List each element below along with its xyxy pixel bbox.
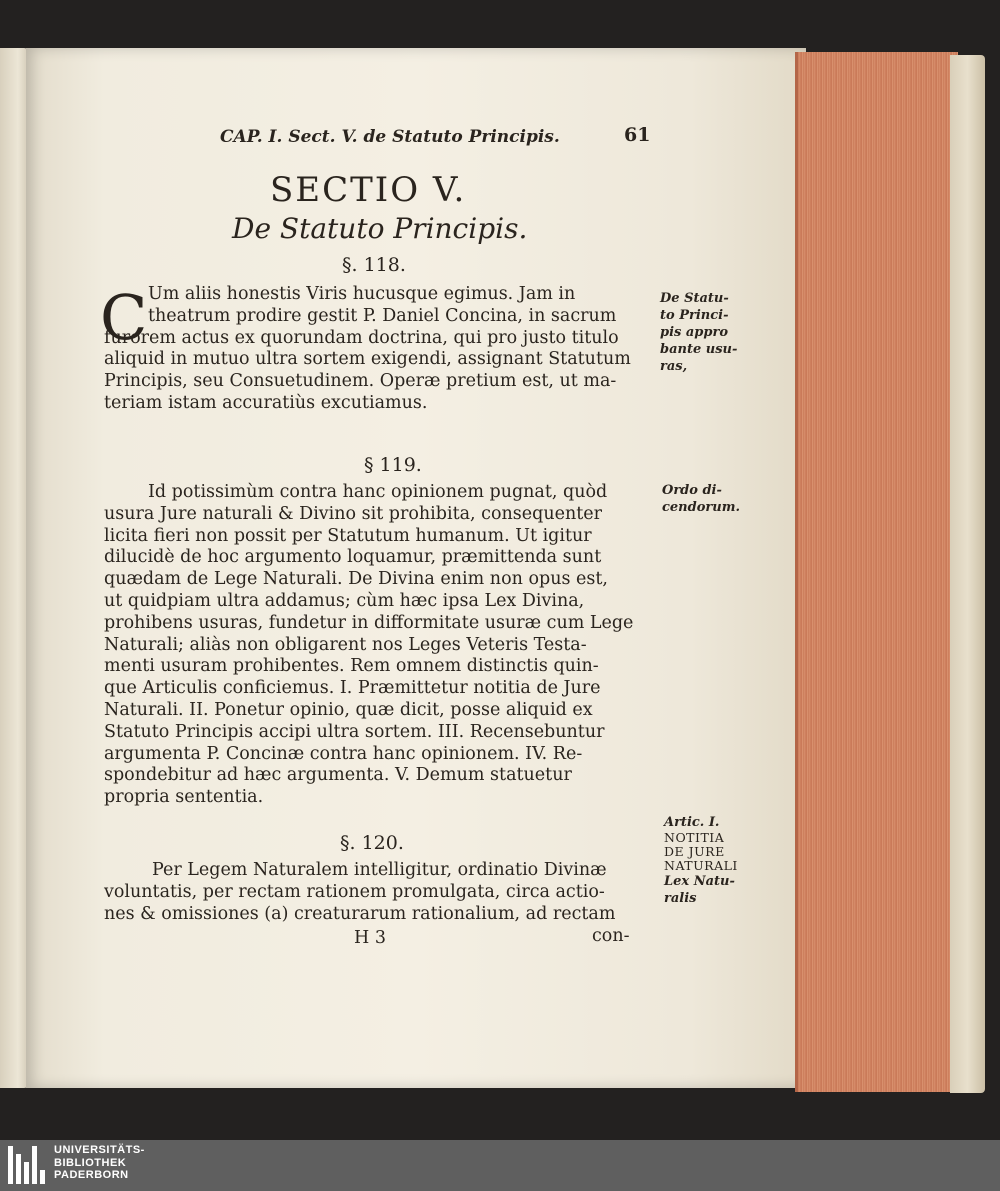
logo-line: PADERBORN [54, 1169, 129, 1181]
book-cover-board [950, 55, 985, 1093]
margin-caps-line: NOTITIA [664, 830, 725, 845]
margin-line: ras, [660, 359, 688, 374]
paragraph-120-text [104, 860, 615, 925]
text-line: dilucidè de hoc argumento loquamur, præmittenda sunt [104, 547, 602, 568]
margin-line: bante usu- [660, 342, 738, 357]
paragraph-119-text [104, 482, 633, 809]
text-line: argumenta P. Concinæ contra hanc opinionem. IV. Re- [104, 743, 583, 764]
text-line: ut quidpiam ultra addamus; cùm hæc ipsa Lex Divina, [104, 590, 585, 611]
drop-cap: C [100, 281, 148, 354]
signature-mark: H 3 [354, 928, 386, 948]
text-line: que Articulis conficiemus. I. Præmittetur notitia de Jure [104, 678, 601, 699]
margin-line: De Statu- [660, 291, 729, 306]
text-line: prohibens usuras, fundetur in difformitate usuræ cum Lege [104, 612, 634, 633]
text-line: Naturali; aliàs non obligarent nos Leges Veteris Testa- [104, 634, 587, 655]
text-line: nes & omissiones (a) creaturarum rationalium, ad rectam [104, 903, 616, 924]
text-line: licita fieri non possit per Statutum humanum. Ut igitur [104, 525, 592, 546]
text-line: propria sententia. [104, 787, 264, 808]
text-line: usura Jure naturali & Divino sit prohibita, consequenter [104, 503, 602, 524]
margin-article: Artic. I. [664, 815, 720, 830]
library-logo-icon [8, 1146, 44, 1184]
paragraph-number-119: § 119. [364, 454, 422, 476]
library-logo-text [54, 1144, 145, 1182]
text-line: quædam de Lege Naturali. De Divina enim non opus est, [104, 569, 608, 590]
section-title: SECTIO V. [270, 170, 467, 210]
section-subtitle: De Statuto Principis. [232, 212, 528, 245]
margin-line: cendorum. [662, 500, 740, 515]
paragraph-118-text [148, 284, 616, 328]
page-edges [795, 52, 958, 1092]
margin-caps-line: DE JURE [664, 844, 725, 859]
margin-line: to Princi- [660, 308, 729, 323]
margin-line: ralis [664, 891, 697, 906]
text-line: voluntatis, per rectam rationem promulgata, circa actio- [104, 881, 605, 902]
text-line: aliquid in mutuo ultra sortem exigendi, assignant Statutum [104, 349, 631, 370]
text-line: Statuto Principis accipi ultra sortem. III. Recensebuntur [104, 721, 605, 742]
logo-line: UNIVERSITÄTS- [54, 1144, 145, 1156]
margin-line: Lex Natu- [664, 874, 735, 889]
running-head: CAP. I. Sect. V. de Statuto Principis. [220, 127, 560, 147]
paragraph-number-118: §. 118. [342, 254, 406, 276]
text-line: Principis, seu Consuetudinem. Operæ pretium est, ut ma- [104, 371, 617, 392]
logo-line: BIBLIOTHEK [54, 1156, 127, 1169]
text-line: furorem actus ex quorundam doctrina, qui pro justo titulo [104, 327, 619, 348]
text-line: Um aliis honestis Viris hucusque egimus. Jam in [148, 284, 576, 304]
paragraph-number-120: §. 120. [340, 832, 404, 854]
text-line: Id potissimùm contra hanc opinionem pugnat, quòd [148, 482, 608, 502]
catchword: con- [592, 926, 630, 946]
margin-line: Ordo di- [662, 483, 722, 498]
margin-note-120 [664, 814, 738, 907]
paragraph-118-text-cont [104, 328, 631, 415]
margin-note-119 [662, 482, 740, 516]
text-line: teriam istam accuratiùs excutiamus. [104, 392, 428, 413]
text-line: menti usuram prohibentes. Rem omnem distinctis quin- [104, 656, 599, 677]
margin-line: pis appro [660, 325, 728, 340]
text-line: theatrum prodire gestit P. Daniel Concina, in sacrum [148, 305, 617, 326]
text-line: Naturali. II. Ponetur opinio, quæ dicit, posse aliquid ex [104, 699, 593, 720]
text-line: spondebitur ad hæc argumenta. V. Demum statuetur [104, 765, 572, 786]
margin-note-118 [660, 290, 737, 375]
margin-caps-line: NATURALI [664, 858, 738, 873]
footer-bar [0, 1140, 1000, 1191]
text-line: Per Legem Naturalem intelligitur, ordinatio Divinæ [152, 860, 607, 880]
page-number: 61 [624, 124, 651, 146]
